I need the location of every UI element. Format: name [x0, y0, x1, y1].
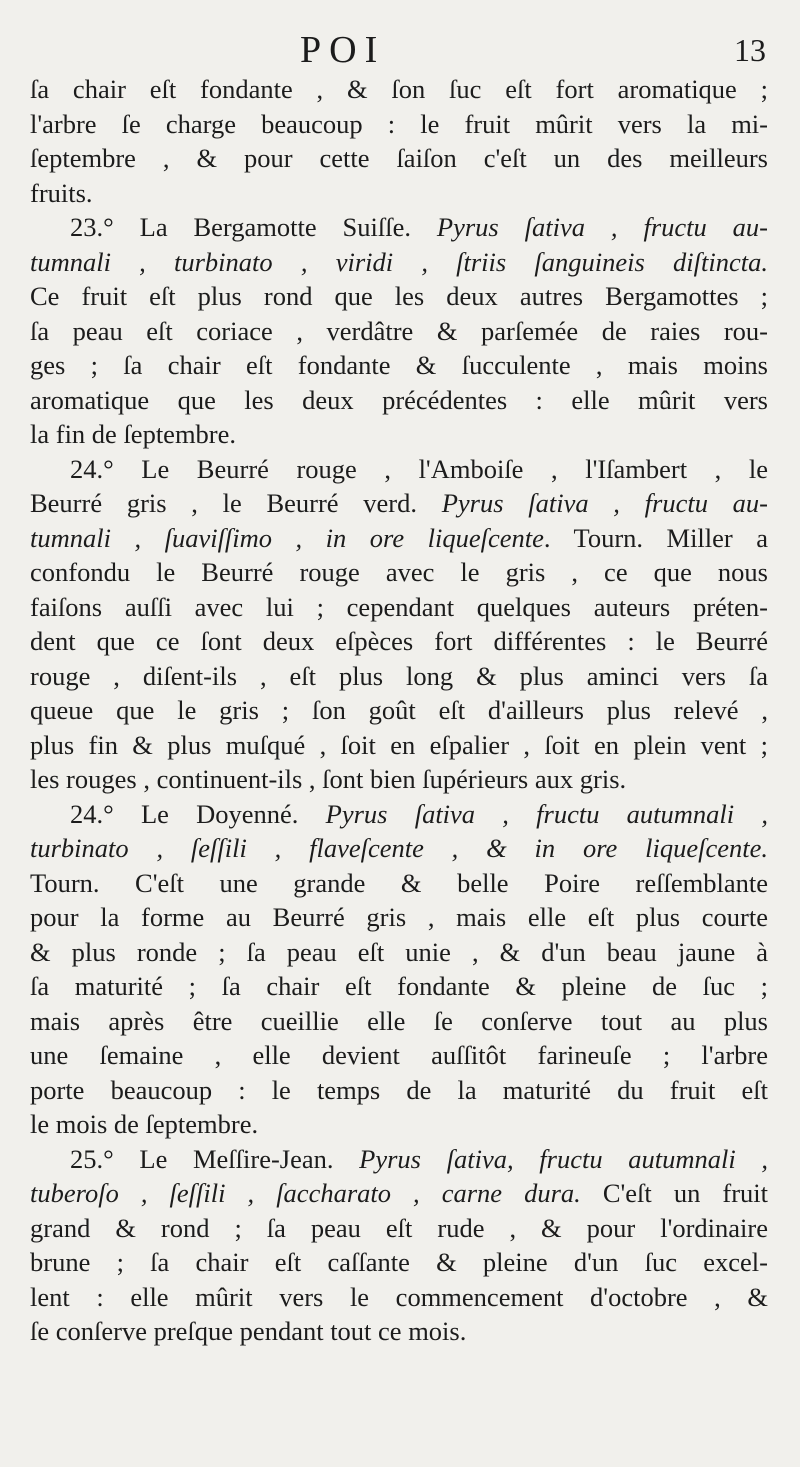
latin-name: Pyrus ſativa, fructu autumnali , [359, 1143, 768, 1174]
text-span: ges ; ſa chair eſt fondante & ſucculente , mais moins [30, 350, 768, 380]
text-line [30, 417, 768, 452]
text-line [30, 1176, 768, 1211]
text-span: Tourn. C'eſt une grande & belle Poire reſſemblante [30, 867, 768, 898]
text-span: ſe conſerve preſque pendant tout ce mois. [30, 1316, 467, 1346]
text-span: fruits. [30, 177, 93, 208]
text-line [30, 555, 768, 590]
text-line [30, 866, 768, 901]
body-text [30, 72, 768, 1349]
text-line [30, 590, 768, 625]
text-span: plus fin & plus muſqué , ſoit en eſpalier , ſoit en plein vent ; [30, 729, 768, 760]
latin-name: Pyrus ſativa , fructu autumnali , [325, 798, 768, 829]
text-span: & plus ronde ; ſa peau eſt unie , & d'un beau jaune à [30, 936, 768, 967]
page-header [0, 28, 800, 71]
text-span: 25.° Le Meſſire-Jean. [70, 1143, 360, 1174]
text-span: lent : elle mûrit vers le commencement d'octobre , & [30, 1281, 768, 1312]
text-span: rouge , diſent-ils , eſt plus long & plus aminci vers ſa [30, 660, 768, 691]
text-line [30, 969, 768, 1004]
text-span: confondu le Beurré rouge avec le gris , ce que nous [30, 557, 768, 587]
text-line [30, 383, 768, 418]
text-line [30, 1211, 768, 1246]
text-span: ſa peau eſt coriace , verdâtre & parſemée de raies rou- [30, 315, 768, 346]
latin-name: tumnali , turbinato , viridi , ſtriis ſanguineis diſtincta. [30, 246, 768, 277]
text-span: mais après être cueillie elle ſe conſerve tout au plus [30, 1005, 768, 1036]
latin-name: Pyrus ſativa , fructu au- [436, 212, 768, 242]
text-line [30, 659, 768, 694]
text-line [30, 728, 768, 763]
text-span: grand & rond ; ſa peau eſt rude , & pour l'ordinaire [30, 1212, 768, 1243]
text-span: une ſemaine , elle devient auſſitôt farineuſe ; l'arbre [30, 1040, 768, 1070]
text-line [30, 452, 768, 487]
text-line [30, 348, 768, 383]
text-line [30, 1280, 768, 1315]
text-span: porte beaucoup : le temps de la maturité du fruit eſt [30, 1074, 768, 1105]
text-line [30, 176, 768, 211]
text-line [30, 1073, 768, 1108]
text-span: ſa maturité ; ſa chair eſt fondante & pleine de ſuc ; [30, 971, 768, 1001]
text-line [30, 141, 768, 176]
paragraph [30, 1142, 768, 1349]
text-span: 24.° Le Doyenné. [70, 798, 326, 829]
text-span: le mois de ſeptembre. [30, 1109, 259, 1139]
text-span: brune ; ſa chair eſt caſſante & pleine d'un ſuc excel- [30, 1247, 768, 1277]
text-line [30, 693, 768, 728]
text-line [30, 900, 768, 935]
text-line [30, 245, 768, 280]
text-span: ſa chair eſt fondante , & ſon ſuc eſt fort aromatique ; [30, 74, 768, 104]
latin-name: Pyrus ſativa , fructu au- [441, 488, 768, 518]
latin-name: tumnali , ſuaviſſimo , in ore liqueſcente [30, 522, 544, 553]
text-span: la fin de ſeptembre. [30, 419, 237, 449]
text-span: aromatique que les deux précédentes : elle mûrit vers [30, 384, 768, 415]
text-span: l'arbre ſe charge beaucoup : le fruit mûrit vers la mi- [30, 108, 768, 139]
text-line [30, 624, 768, 659]
text-line [30, 1004, 768, 1039]
page-number: 13 [734, 32, 766, 68]
text-span: Ce fruit eſt plus rond que les deux autres Bergamottes ; [30, 281, 768, 311]
text-line [30, 1038, 768, 1073]
paragraph [30, 210, 768, 452]
text-span: C'eſt un fruit [580, 1178, 768, 1208]
paragraph [30, 72, 768, 210]
text-span: faiſons auſſi avec lui ; cependant quelques auteurs préten- [30, 591, 768, 622]
text-line [30, 1107, 768, 1142]
text-span: les rouges , continuent-ils , ſont bien ſupérieurs aux gris. [30, 764, 627, 794]
latin-name: turbinato , ſeſſili , flaveſcente , & in ore liqueſcente. [30, 833, 768, 863]
running-head: POI [300, 29, 386, 71]
text-line [30, 762, 768, 797]
text-line [30, 279, 768, 314]
text-line [30, 107, 768, 142]
text-line [30, 314, 768, 349]
text-line [30, 210, 768, 245]
text-span: ſeptembre , & pour cette ſaiſon c'eſt un des meilleurs [30, 143, 768, 173]
text-line [30, 486, 768, 521]
latin-name: tuberoſo , ſeſſili , ſaccharato , carne dura. [30, 1178, 581, 1208]
text-span: dent que ce ſont deux eſpèces fort différentes : le Beurré [30, 626, 768, 656]
paragraph [30, 452, 768, 797]
text-span: queue que le gris ; ſon goût eſt d'ailleurs plus relevé , [30, 695, 768, 725]
text-line [30, 521, 768, 556]
text-span: . Tourn. Miller a [543, 522, 768, 553]
paragraph [30, 797, 768, 1142]
text-span: pour la forme au Beurré gris , mais elle eſt plus courte [30, 902, 768, 932]
text-span: 23.° La Bergamotte Suiſſe. [70, 212, 437, 242]
text-line [30, 831, 768, 866]
text-line [30, 1314, 768, 1349]
text-span: Beurré gris , le Beurré verd. [30, 488, 442, 518]
text-line [30, 1245, 768, 1280]
text-line [30, 1142, 768, 1177]
text-span: 24.° Le Beurré rouge , l'Amboiſe , l'Iſambert , le [70, 453, 768, 484]
text-line [30, 797, 768, 832]
text-line [30, 72, 768, 107]
text-line [30, 935, 768, 970]
